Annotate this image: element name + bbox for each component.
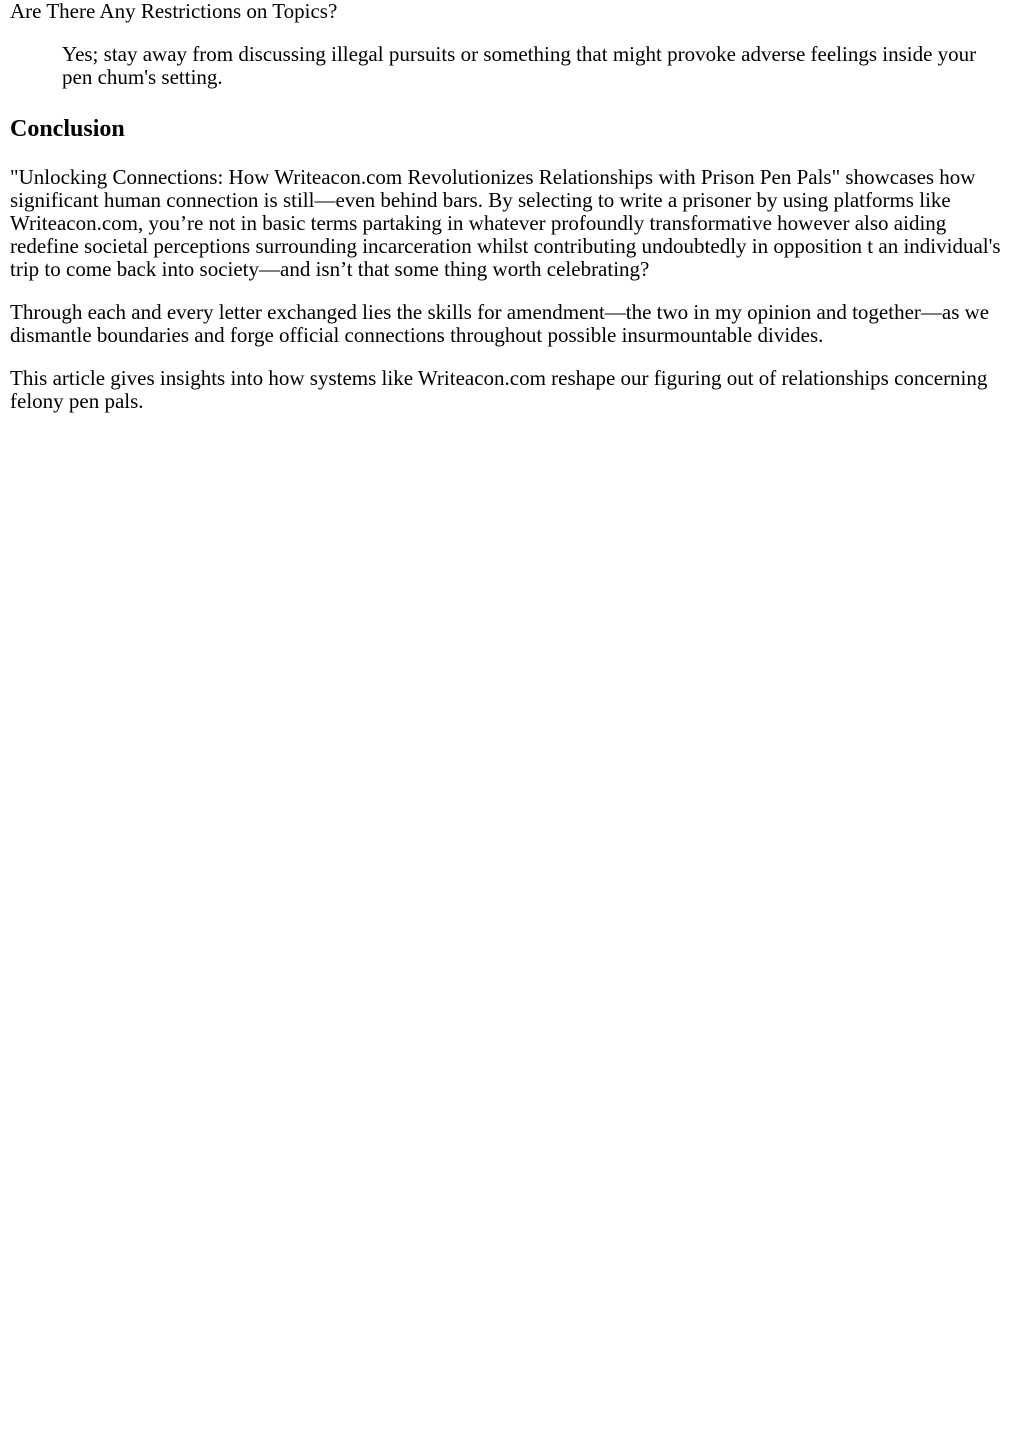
conclusion-paragraph-3: This article gives insights into how systems like Writeacon.com reshape our figuring out of relationships concerning felony pen pals. (10, 366, 988, 413)
conclusion-paragraph-2: Through each and every letter exchanged lies the skills for amendment—the two in my opinion and together—as we dismantle boundaries and forge official connections throughout possible insurmountable divides. (10, 300, 990, 347)
conclusion-heading: Conclusion (10, 116, 125, 142)
faq-answer: Yes; stay away from discussing illegal pursuits or something that might provoke adverse feelings inside your pen chum's setting. (62, 42, 977, 89)
article-page (0, 0, 1024, 413)
faq-question: Are There Any Restrictions on Topics? (10, 0, 338, 23)
conclusion-paragraph-1: "Unlocking Connections: How Writeacon.com Revolutionizes Relationships with Prison Pen Pals" showcases how significant human connection is still—even behind bars. By selecting to write a prisoner by using platforms like Writeacon.com, you’re not in basic terms partaking in whatever profoundly transformative however also aiding redefine societal perceptions surrounding incarceration whilst contributing undoubtedly in opposition t an individual's trip to come back into society—and isn’t that some thing worth celebrating? (10, 165, 1001, 281)
